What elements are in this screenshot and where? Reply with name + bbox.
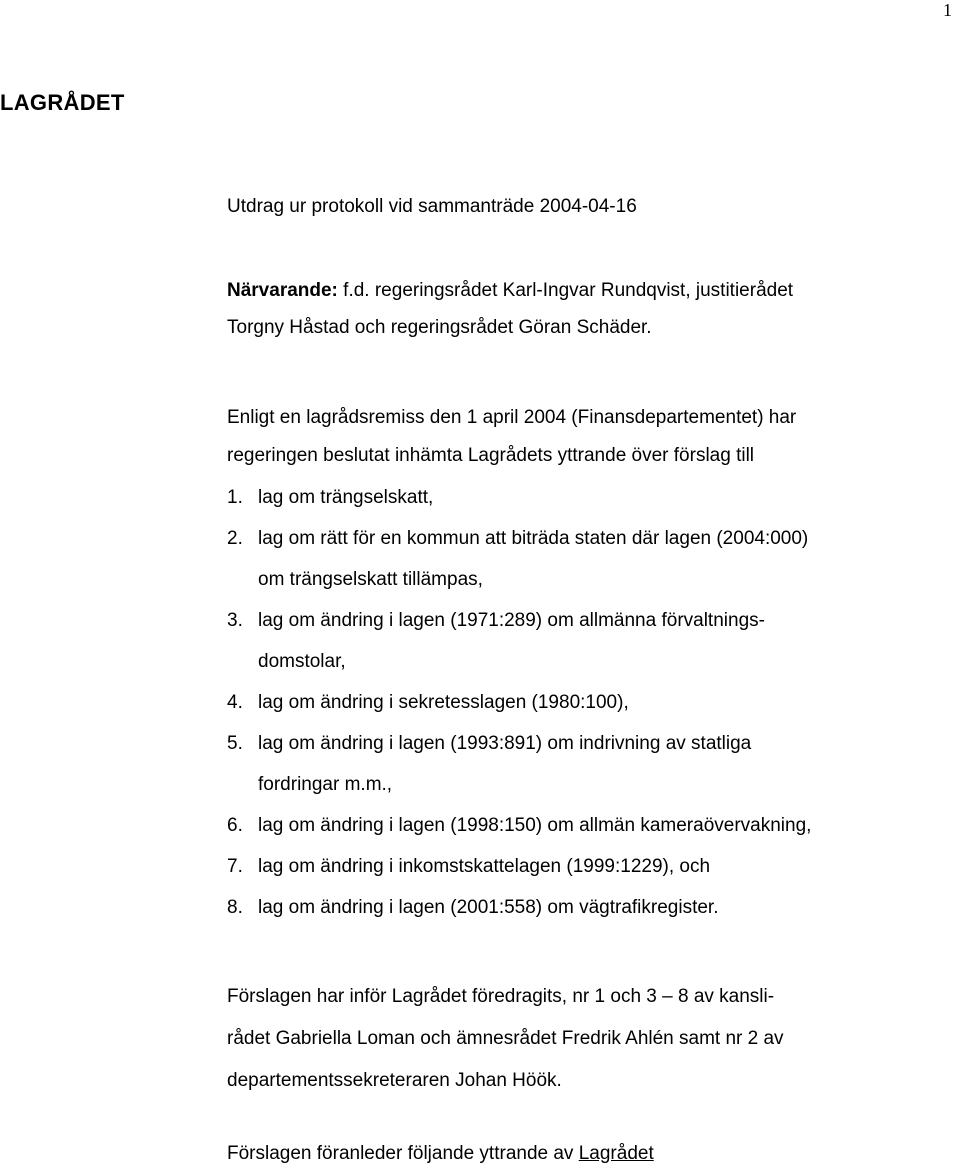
list-item xyxy=(227,723,957,805)
list-item-line: lag om ändring i lagen (2001:558) om vägtrafikregister. xyxy=(258,897,719,918)
list-item xyxy=(227,805,957,846)
list-item-line: domstolar, xyxy=(258,651,346,672)
list-item-line: lag om ändring i lagen (1993:891) om indrivning av statliga xyxy=(258,733,752,754)
referral-intro xyxy=(227,399,796,475)
list-item xyxy=(227,518,957,600)
lagradet-link[interactable]: Lagrådet xyxy=(578,1143,654,1164)
list-item-line: lag om ändring i sekretesslagen (1980:100), xyxy=(258,692,629,713)
protocol-excerpt-line: Utdrag ur protokoll vid sammanträde 2004-04-16 xyxy=(227,196,637,217)
conclusion-text: Förslagen föranleder följande yttrande av xyxy=(227,1143,579,1164)
list-item xyxy=(227,477,957,518)
present-label: Närvarande: xyxy=(227,280,338,301)
list-item xyxy=(227,846,957,887)
list-item-line: lag om ändring i lagen (1971:289) om allmänna förvaltnings- xyxy=(258,610,765,631)
list-item-number: 3. xyxy=(227,610,243,631)
document-heading: LAGRÅDET xyxy=(0,90,125,115)
list-item-line: lag om ändring i inkomstskattelagen (1999:1229), och xyxy=(258,856,711,877)
list-item xyxy=(227,887,957,928)
list-item-line: om trängselskatt tillämpas, xyxy=(258,569,483,590)
list-item xyxy=(227,600,957,682)
list-item-line: fordringar m.m., xyxy=(258,774,393,795)
list-item xyxy=(227,682,957,723)
list-item-number: 7. xyxy=(227,856,243,877)
proposal-list xyxy=(227,477,957,928)
list-item-line: lag om rätt för en kommun att biträda staten där lagen (2004:000) xyxy=(258,528,809,549)
page-number: 1 xyxy=(943,0,952,20)
present-line-2: Torgny Håstad och regeringsrådet Göran Schäder. xyxy=(227,317,652,338)
presented-line-2: rådet Gabriella Loman och ämnesrådet Fredrik Ahlén samt nr 2 av xyxy=(227,1028,784,1049)
intro-line-1: Enligt en lagrådsremiss den 1 april 2004 (Finansdepartementet) har xyxy=(227,407,797,428)
list-item-number: 5. xyxy=(227,733,243,754)
presentation-paragraph xyxy=(227,976,784,1102)
present-line-1 xyxy=(227,272,793,309)
list-item-number: 4. xyxy=(227,692,243,713)
presented-line-3: departementssekreteraren Johan Höök. xyxy=(227,1070,562,1091)
conclusion-line xyxy=(227,1143,654,1165)
list-item-number: 2. xyxy=(227,528,243,549)
list-item-number: 8. xyxy=(227,897,243,918)
present-line-1-text: f.d. regeringsrådet Karl-Ingvar Rundqvist, justitierådet xyxy=(337,280,794,301)
list-item-number: 1. xyxy=(227,487,243,508)
list-item-line: lag om ändring i lagen (1998:150) om allmän kameraövervakning, xyxy=(258,815,812,836)
list-item-number: 6. xyxy=(227,815,243,836)
present-members xyxy=(227,272,793,346)
intro-line-2: regeringen beslutat inhämta Lagrådets yttrande över förslag till xyxy=(227,445,755,466)
list-item-line: lag om trängselskatt, xyxy=(258,487,434,508)
presented-line-1: Förslagen har inför Lagrådet föredragits, nr 1 och 3 – 8 av kansli- xyxy=(227,986,775,1007)
